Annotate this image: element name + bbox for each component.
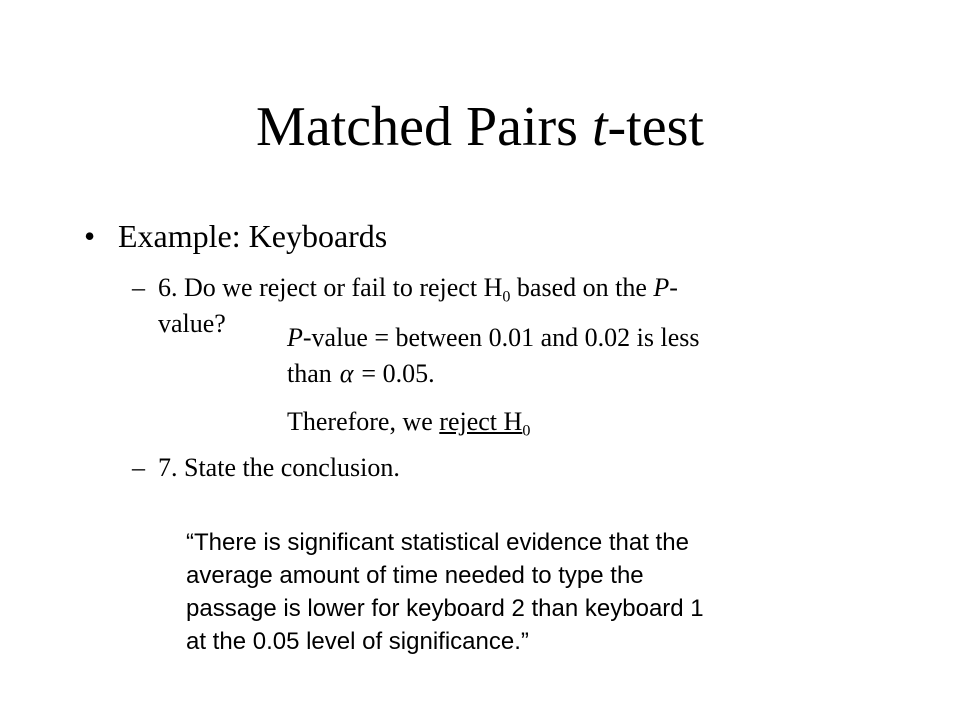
bullet-marker: • <box>84 218 96 254</box>
conclusion-quote <box>186 526 886 658</box>
title-prefix: Matched Pairs <box>256 96 592 158</box>
therefore-statement <box>287 404 530 440</box>
step-6-subscript: 0 <box>502 288 511 306</box>
bullet-example <box>84 216 387 256</box>
step-7-dash: – <box>132 453 145 482</box>
step-7-conclusion-prompt <box>132 450 818 486</box>
pvalue-text-c: = 0.05. <box>361 359 435 388</box>
slide-title <box>0 92 960 162</box>
conclusion-line: average amount of time needed to type the <box>186 562 644 589</box>
reject-h0-underlined <box>439 407 531 440</box>
step-6-text-c: - <box>669 273 678 302</box>
conclusion-line: “There is significant statistical evidence that the <box>186 529 689 556</box>
pvalue-answer <box>287 320 827 392</box>
pvalue-italic-p: P <box>287 323 303 352</box>
reject-h-subscript: 0 <box>522 422 531 440</box>
pvalue-text-a: -value = between 0.01 and 0.02 is less <box>302 323 700 352</box>
reject-h-text: reject H <box>439 407 523 436</box>
step-6-text-b: based on the <box>510 273 654 302</box>
therefore-text: Therefore, we <box>287 407 440 436</box>
step-7-text: 7. State the conclusion. <box>158 453 400 482</box>
title-italic-t: t <box>591 96 608 158</box>
bullet-text: Example: Keyboards <box>118 218 388 254</box>
title-suffix: -test <box>607 96 704 158</box>
step-6-italic-p: P <box>653 273 670 302</box>
step-6-dash: – <box>132 273 145 302</box>
conclusion-line: at the 0.05 level of significance.” <box>186 628 529 655</box>
conclusion-line: passage is lower for keyboard 2 than keyboard 1 <box>186 595 704 622</box>
alpha-symbol: α <box>339 359 354 388</box>
step-6-text-a: 6. Do we reject or fail to reject H <box>158 273 503 302</box>
pvalue-text-b: than <box>287 359 332 388</box>
step-6-text-d: value? <box>158 309 226 338</box>
